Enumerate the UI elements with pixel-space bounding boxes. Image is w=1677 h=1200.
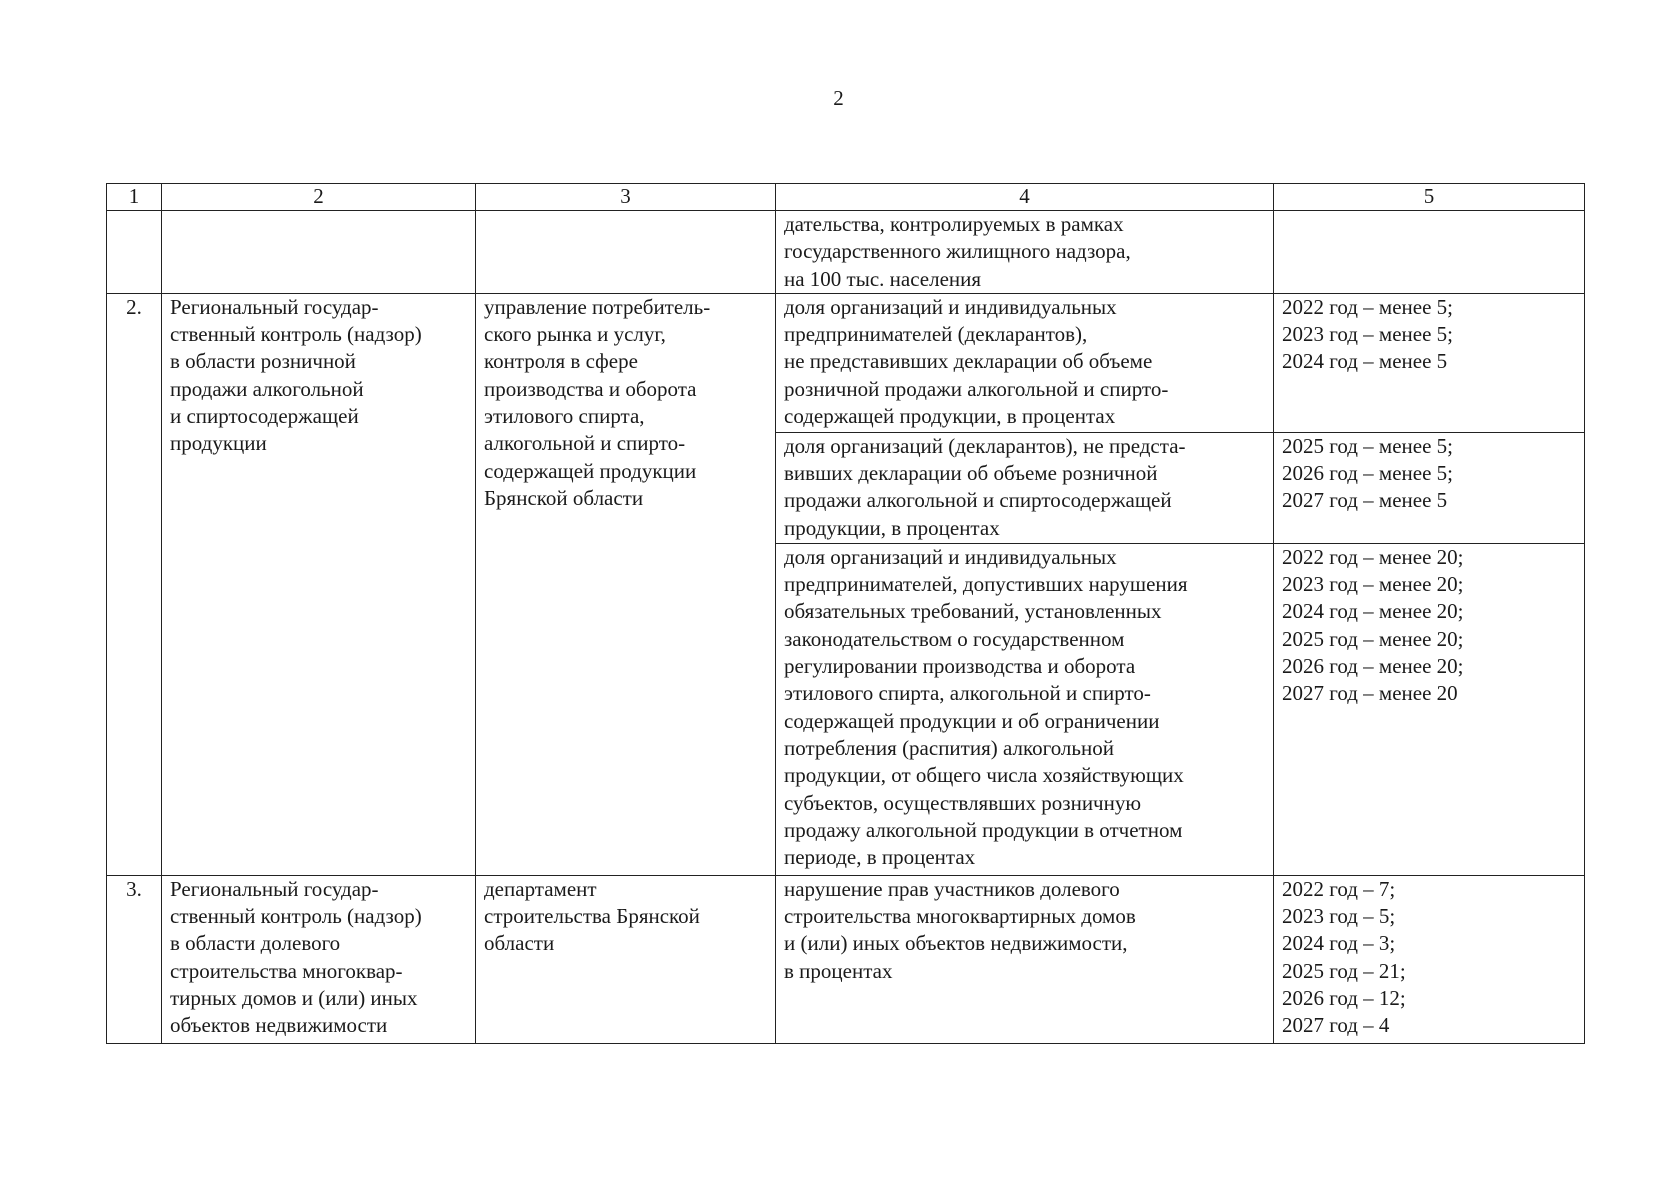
indicator-line: в процентах [784,958,893,983]
continuation-body-cell [476,211,776,294]
body-line: производства и оборота [484,376,697,401]
control-type-line: продажи алкогольной [170,376,364,401]
body-line: области [484,931,555,956]
indicator-cell [776,293,1274,432]
continuation-number-cell [107,211,162,294]
target-line: 2022 год – менее 20; [1282,544,1464,569]
continuation-target-cell [1274,211,1585,294]
column-header-4: 4 [776,184,1274,211]
body-line: Брянской области [484,485,644,510]
indicator-line: государственного жилищного надзора, [784,239,1131,264]
target-line: 2022 год – 7; [1282,876,1396,901]
row-number: 3. [107,875,162,1043]
indicator-line: продукции, в процентах [784,515,1000,540]
control-type-line: и спиртосодержащей [170,404,359,429]
responsible-body-cell [476,293,776,875]
indicator-line: дательства, контролируемых в рамках [784,212,1124,236]
body-line: управление потребитель- [484,294,711,319]
target-cell [1274,875,1585,1043]
indicator-line: доля организаций и индивидуальных [784,544,1117,569]
target-line: 2027 год – менее 5 [1282,488,1448,513]
continuation-control-cell [162,211,476,294]
body-line: ского рынка и услуг, [484,322,666,347]
indicator-line: розничной продажи алкогольной и спирто- [784,376,1169,401]
control-type-line: продукции [170,431,267,456]
indicator-line: обязательных требований, установленных [784,599,1162,624]
target-line: 2026 год – менее 20; [1282,654,1464,679]
indicator-line: и (или) иных объектов недвижимости, [784,931,1128,956]
target-cell [1274,432,1585,543]
indicator-cell [776,543,1274,875]
indicator-line: продажи алкогольной и спиртосодержащей [784,488,1172,513]
indicator-line: вивших декларации об объеме розничной [784,461,1158,486]
control-type-line: объектов недвижимости [170,1013,388,1038]
indicator-line: не представивших декларации об объеме [784,349,1153,374]
indicator-line: законодательством о государственном [784,626,1125,651]
control-type-cell [162,875,476,1043]
indicator-line: нарушение прав участников долевого [784,876,1120,901]
indicator-line: доля организаций (декларантов), не предста- [784,433,1186,458]
indicator-line: на 100 тыс. населения [784,266,982,291]
control-type-line: ственный контроль (надзор) [170,322,422,347]
column-header-1: 1 [107,184,162,211]
indicators-table [106,183,1585,1044]
control-type-line: в области розничной [170,349,356,374]
control-type-line: Региональный государ- [170,294,379,319]
target-line: 2027 год – менее 20 [1282,681,1458,706]
target-line: 2027 год – 4 [1282,1013,1390,1038]
target-line: 2024 год – 3; [1282,931,1396,956]
control-type-line: Региональный государ- [170,876,379,901]
table-row [107,875,1585,1043]
column-header-5: 5 [1274,184,1585,211]
indicator-line: регулировании производства и оборота [784,654,1136,679]
indicator-line: продажу алкогольной продукции в отчетном [784,817,1183,842]
indicator-line: потребления (распития) алкогольной [784,735,1114,760]
target-line: 2022 год – менее 5; [1282,294,1453,319]
target-cell [1274,543,1585,875]
control-type-line: ственный контроль (надзор) [170,904,422,929]
body-line: содержащей продукции [484,458,697,483]
indicator-line: продукции, от общего числа хозяйствующих [784,763,1184,788]
control-type-line: строительства многоквар- [170,958,403,983]
body-line: алкогольной и спирто- [484,431,686,456]
indicator-line: предпринимателей (декларантов), [784,322,1088,347]
target-line: 2023 год – 5; [1282,904,1396,929]
body-line: контроля в сфере [484,349,638,374]
indicator-cell [776,432,1274,543]
target-line: 2024 год – менее 20; [1282,599,1464,624]
target-line: 2023 год – менее 20; [1282,572,1464,597]
control-type-line: тирных домов и (или) иных [170,986,418,1011]
indicator-line: содержащей продукции, в процентах [784,404,1116,429]
column-number-row [107,184,1585,211]
target-cell [1274,293,1585,432]
indicator-line: субъектов, осуществлявших розничную [784,790,1142,815]
control-type-line: в области долевого [170,931,341,956]
continuation-row [107,211,1585,294]
indicator-line: строительства многоквартирных домов [784,904,1136,929]
page-number: 2 [833,86,844,110]
indicator-line: этилового спирта, алкогольной и спирто- [784,681,1151,706]
target-line: 2025 год – менее 20; [1282,626,1464,651]
indicator-line: доля организаций и индивидуальных [784,294,1117,319]
indicator-cell [776,875,1274,1043]
continuation-indicator-cell [776,211,1274,294]
target-line: 2024 год – менее 5 [1282,349,1448,374]
indicator-line: содержащей продукции и об ограничении [784,708,1160,733]
column-header-3: 3 [476,184,776,211]
target-line: 2023 год – менее 5; [1282,322,1453,347]
target-line: 2026 год – 12; [1282,986,1406,1011]
row-number: 2. [107,293,162,875]
control-type-cell [162,293,476,875]
target-line: 2026 год – менее 5; [1282,461,1453,486]
target-line: 2025 год – менее 5; [1282,433,1453,458]
table-row [107,293,1585,432]
indicator-line: предпринимателей, допустивших нарушения [784,572,1188,597]
indicator-line: периоде, в процентах [784,845,976,870]
body-line: этилового спирта, [484,404,645,429]
body-line: департамент [484,876,597,901]
body-line: строительства Брянской [484,904,700,929]
column-header-2: 2 [162,184,476,211]
target-line: 2025 год – 21; [1282,958,1406,983]
responsible-body-cell [476,875,776,1043]
